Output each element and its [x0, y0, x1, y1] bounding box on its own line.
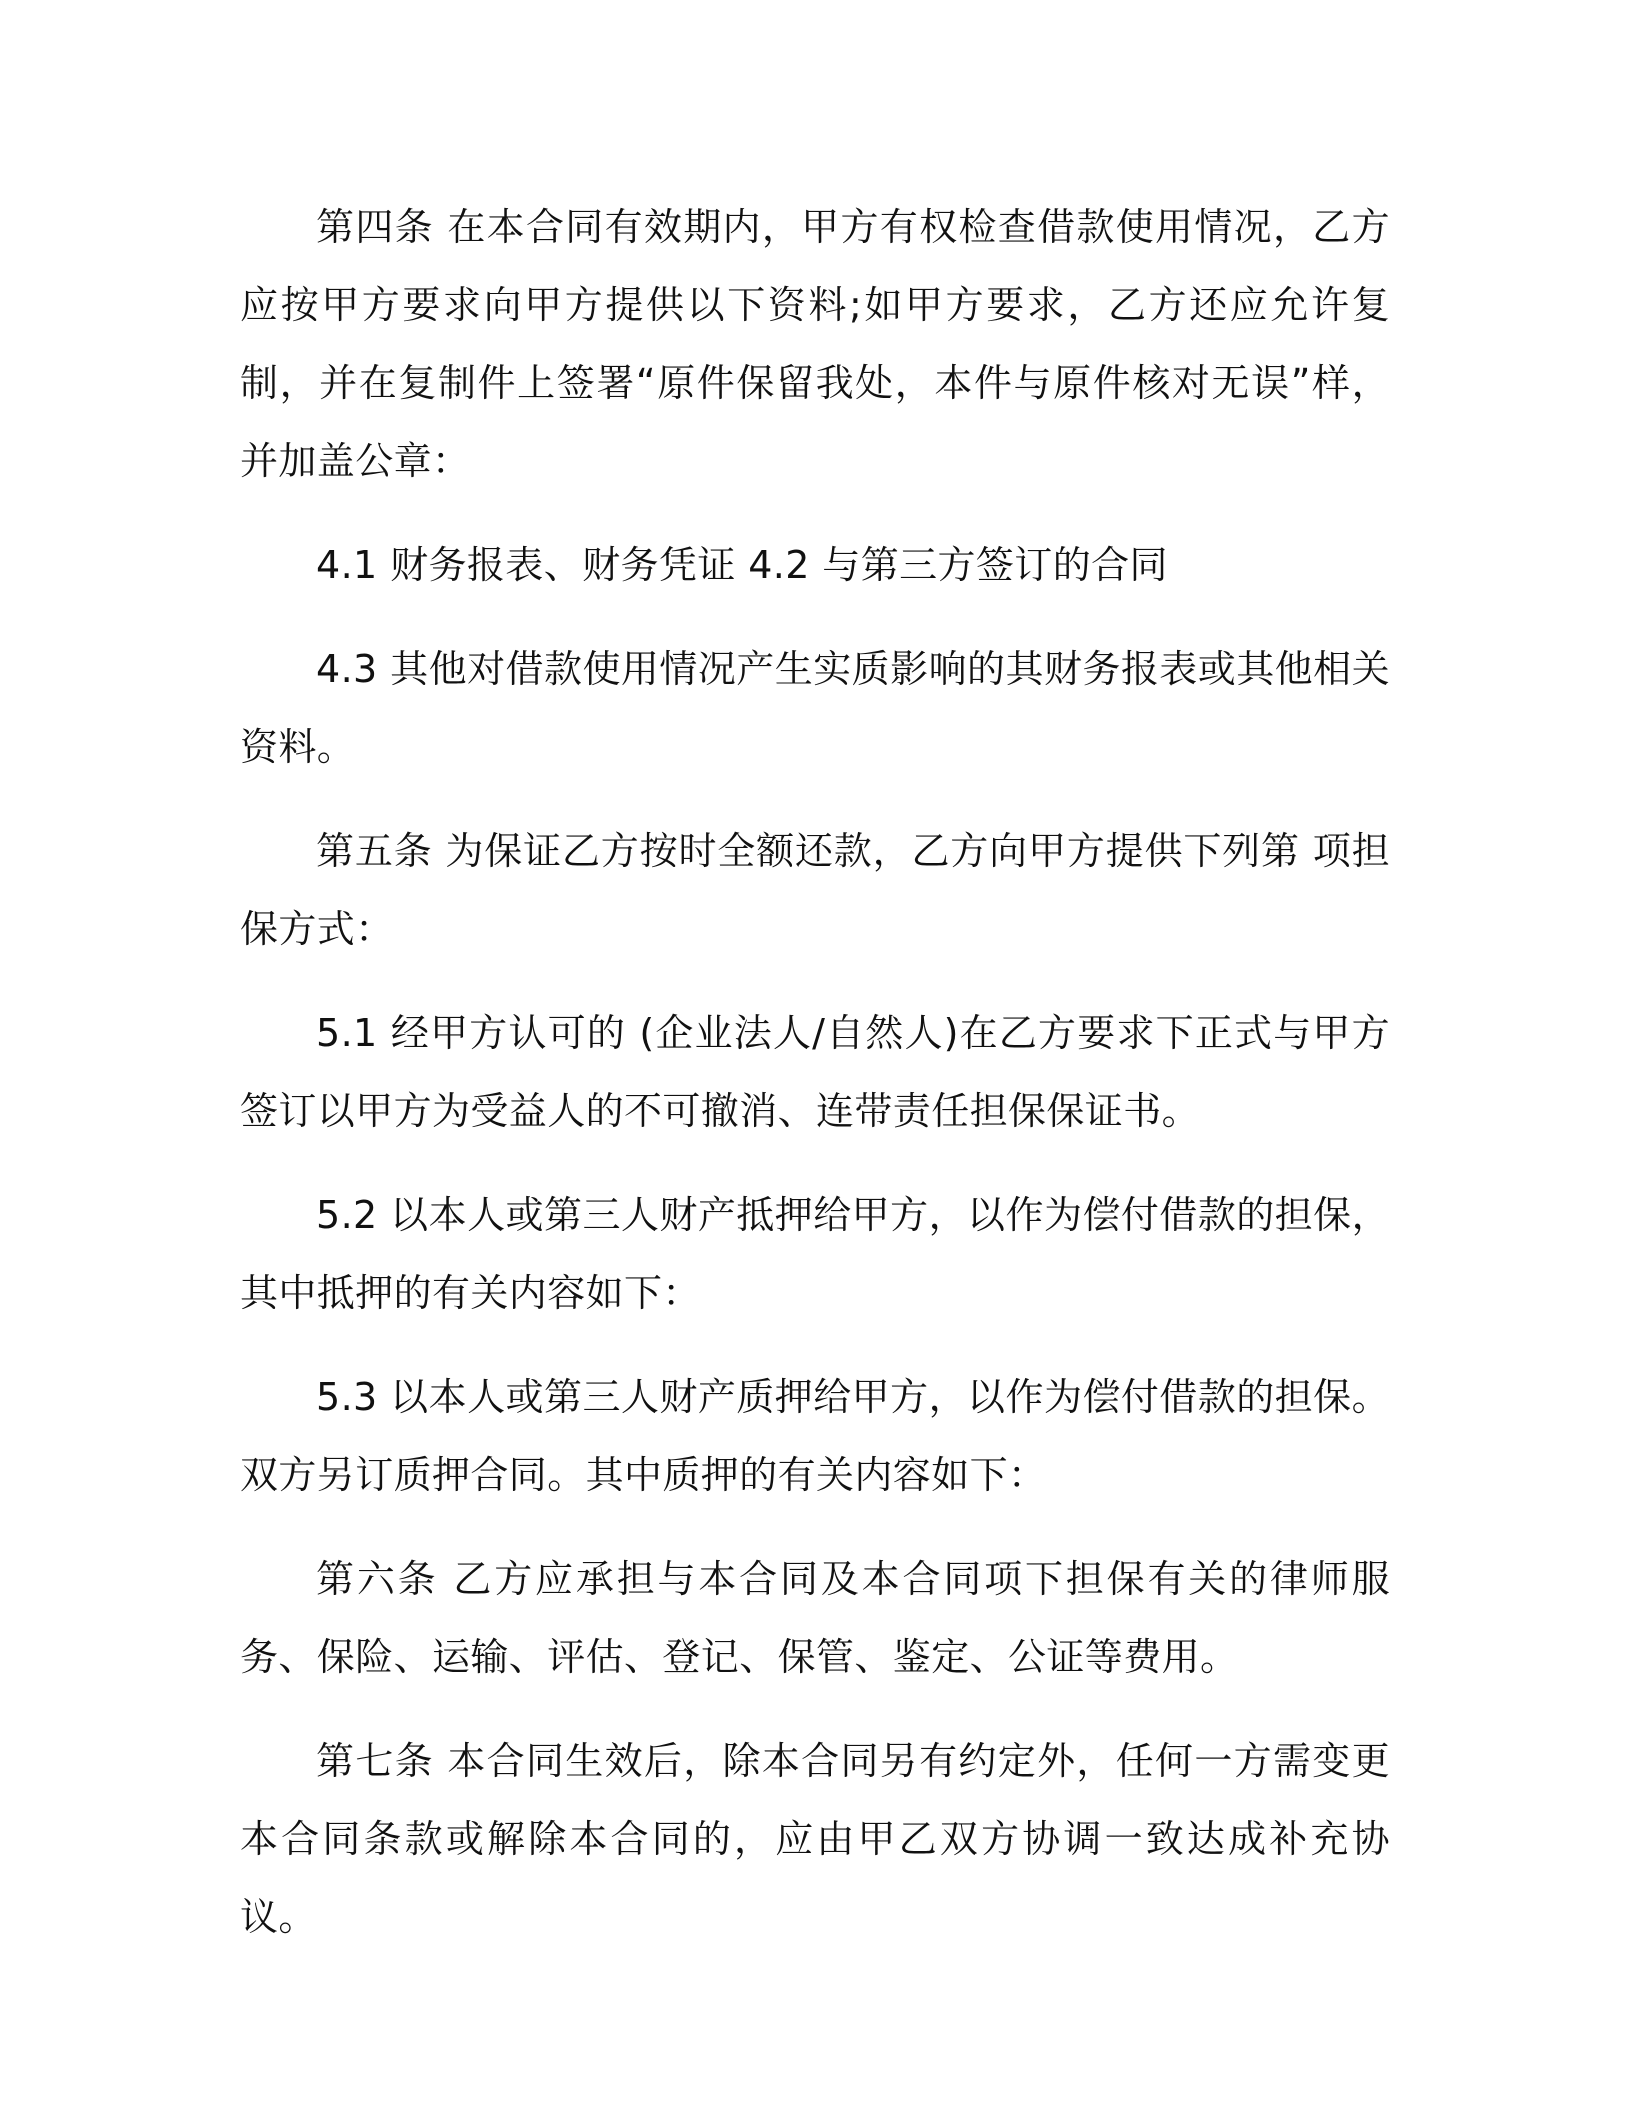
- paragraph-item-5-3: 5.3 以本人或第三人财产质押给甲方，以作为偿付借款的担保。双方另订质押合同。其中质押的有关内容如下：: [240, 1375, 1390, 1497]
- paragraph-item-4-1-4-2: 4.1 财务报表、财务凭证 4.2 与第三方签订的合同: [316, 543, 1168, 587]
- paragraph-article-7: 第七条 本合同生效后，除本合同另有约定外，任何一方需变更本合同条款或解除本合同的，应由甲乙双方协调一致达成补充协议。: [240, 1739, 1390, 1939]
- paragraph-item-5-2: 5.2 以本人或第三人财产抵押给甲方，以作为偿付借款的担保，其中抵押的有关内容如下：: [240, 1193, 1390, 1315]
- document-body: [240, 188, 1390, 1982]
- paragraph-article-4: 第四条 在本合同有效期内，甲方有权检查借款使用情况，乙方应按甲方要求向甲方提供以下资料;如甲方要求，乙方还应允许复制，并在复制件上签署“原件保留我处，本件与原件核对无误”样，并加盖公章：: [240, 205, 1390, 483]
- paragraph-article-5: 第五条 为保证乙方按时全额还款，乙方向甲方提供下列第 项担保方式：: [240, 829, 1390, 951]
- paragraph-item-4-3: 4.3 其他对借款使用情况产生实质影响的其财务报表或其他相关资料。: [240, 647, 1390, 769]
- paragraph-item-5-1: 5.1 经甲方认可的 (企业法人/自然人)在乙方要求下正式与甲方签订以甲方为受益人的不可撤消、连带责任担保保证书。: [240, 1011, 1390, 1133]
- paragraph-article-6: 第六条 乙方应承担与本合同及本合同项下担保有关的律师服务、保险、运输、评估、登记、保管、鉴定、公证等费用。: [240, 1557, 1390, 1679]
